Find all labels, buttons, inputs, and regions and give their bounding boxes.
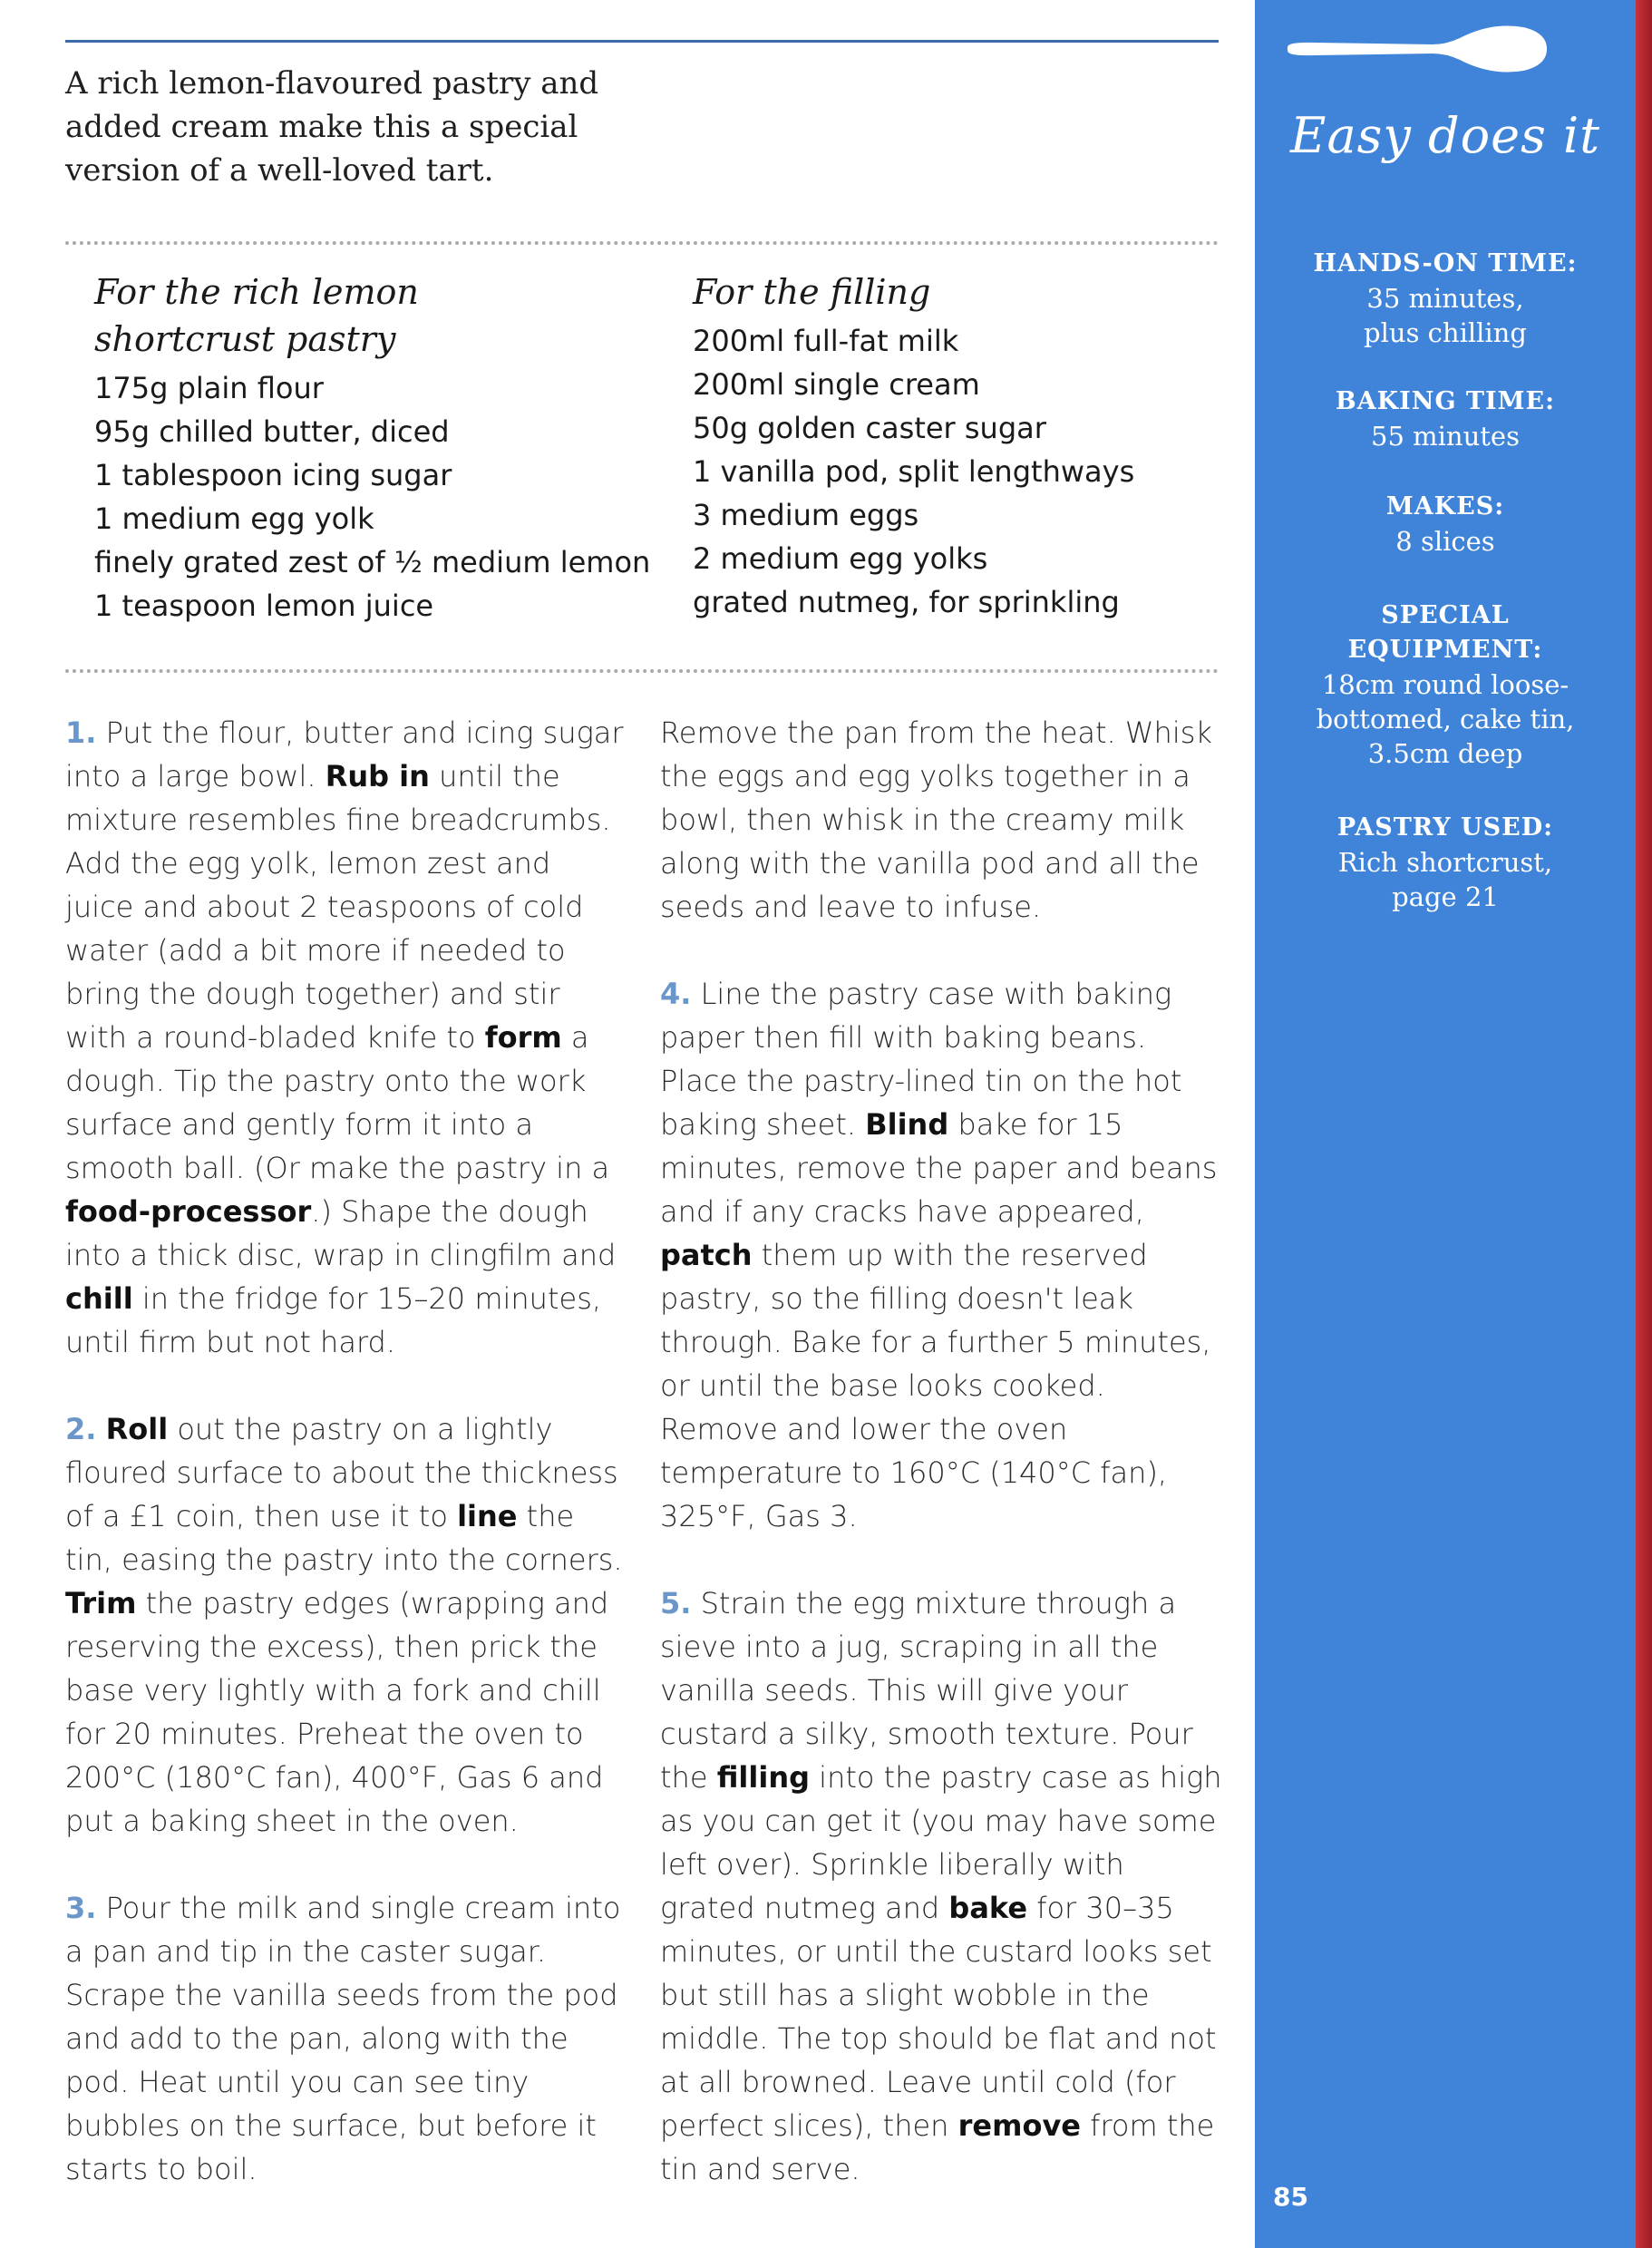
ingredient-item: 1 vanilla pod, split lengthways (693, 454, 1135, 489)
ingredient-item: 50g golden caster sugar (693, 411, 1046, 445)
step-text (96, 1412, 105, 1446)
info-value: 8 slices (1395, 526, 1495, 557)
step-keyword: Blind (865, 1107, 949, 1142)
info-label: PASTRY USED: (1336, 813, 1554, 842)
step-text: a dough. Tip the pastry onto the work surface and gently form it into a smooth ball. (Or make the pastry in a (65, 1020, 610, 1185)
method-column-right (660, 711, 1222, 2234)
filling-ingredient-list (693, 319, 1200, 624)
info-label: EQUIPMENT: (1347, 636, 1543, 664)
step-text: into the pastry case as high as you can get it (you may have some left over). Sprinkle liberally with grated nutmeg and (660, 1760, 1222, 1925)
step-number: 5. (660, 1586, 692, 1620)
pastry-heading-line1: For the rich lemon (94, 272, 419, 312)
ingredient-item: 200ml full-fat milk (693, 324, 959, 358)
step-text: from the tin and serve. (660, 2108, 1215, 2186)
hands-on-time (1273, 247, 1618, 350)
ingredient-item: 3 medium eggs (693, 498, 919, 532)
method-step-3 (65, 1886, 627, 2191)
step-text: the pastry edges (wrapping and reserving the excess), then prick the base very lightly with a fork and chill for 20 minutes. Preheat the oven to 200°C (180°C fan), 400°F, Gas 6 and put a baking sheet in the oven. (65, 1586, 609, 1838)
baking-time (1273, 384, 1618, 453)
info-value: plus chilling (1364, 317, 1527, 348)
ingredient-item: 1 tablespoon icing sugar (94, 458, 452, 492)
pastry-heading-line2: shortcrust pastry (94, 319, 396, 359)
red-page-edge (1636, 0, 1652, 2248)
info-value: page 21 (1392, 881, 1499, 912)
pastry-heading (94, 268, 656, 363)
step-text: out the pastry on a lightly floured surface to about the thickness of a £1 coin, then use it to (65, 1412, 618, 1533)
step-text: Strain the egg mixture through a sieve into a jug, scraping in all the vanilla seeds. This will give your custard a silky, smooth texture. Pour the (660, 1586, 1193, 1795)
info-value: 35 minutes, (1366, 283, 1524, 314)
method-step-1 (65, 711, 627, 1364)
page-number: 85 (1273, 2182, 1308, 2212)
step-text: in the fridge for 15–20 minutes, until firm but not hard. (65, 1281, 602, 1359)
step-keyword: bake (948, 1891, 1028, 1925)
step-keyword: patch (660, 1238, 753, 1272)
filling-heading: For the filling (693, 272, 931, 312)
step-text: Pour the milk and single cream into a pan and tip in the caster sugar. Scrape the vanilla seeds from the pod and add to the pan, along with the pod. Heat until you can see tiny bubbles on the surface, but before it starts to boil. (65, 1891, 621, 2186)
step-number: 2. (65, 1412, 97, 1446)
dotted-divider-top (65, 241, 1219, 245)
step-keyword: Roll (105, 1412, 169, 1446)
sidebar-title: Easy does it (1290, 107, 1600, 164)
ingredient-item: 95g chilled butter, diced (94, 414, 450, 449)
info-label: SPECIAL (1381, 601, 1510, 629)
ingredient-item: finely grated zest of ½ medium lemon (94, 545, 651, 579)
step-keyword: food-processor (65, 1194, 312, 1229)
step-number: 4. (660, 977, 692, 1011)
method-step-3-continued: Remove the pan from the heat. Whisk the eggs and egg yolks together in a bowl, then whisk in the creamy milk along with the vanilla pod and all the seeds and leave to infuse. (660, 715, 1212, 924)
step-number: 3. (65, 1891, 97, 1925)
dotted-divider-bottom (65, 669, 1219, 673)
ingredient-item: 200ml single cream (693, 367, 980, 402)
step-keyword: filling (716, 1760, 810, 1795)
step-keyword: form (484, 1020, 562, 1055)
ingredient-item: 175g plain flour (94, 371, 324, 405)
ingredient-item: 1 medium egg yolk (94, 501, 374, 536)
method-step-5 (660, 1581, 1222, 2191)
step-keyword: remove (957, 2108, 1081, 2143)
ingredient-item: grated nutmeg, for sprinkling (693, 585, 1120, 619)
step-number: 1. (65, 715, 97, 750)
step-keyword: line (457, 1499, 518, 1533)
pastry-ingredient-list (94, 366, 656, 628)
step-text: .) Shape the dough into a thick disc, wrap in clingfilm and (65, 1194, 617, 1272)
step-keyword: Rub in (325, 759, 430, 793)
ingredient-item: 2 medium egg yolks (693, 541, 988, 576)
info-label: BAKING TIME: (1335, 387, 1556, 415)
step-text: bake for 15 minutes, remove the paper and beans and if any cracks have appeared, (660, 1107, 1218, 1229)
special-equipment (1273, 598, 1618, 771)
step-text: the tin, easing the pastry into the corners. (65, 1499, 623, 1577)
info-value: 55 minutes (1371, 421, 1520, 452)
step-text: Line the pastry case with baking paper then fill with baking beans. Place the pastry-lined tin on the hot baking sheet. (660, 977, 1182, 1142)
step-keyword: chill (65, 1281, 133, 1316)
step-text: Put the flour, butter and icing sugar into a large bowl. (65, 715, 624, 793)
step-text: them up with the reserved pastry, so the filling doesn't leak through. Bake for a further 5 minutes, or until the base looks cooked. Remove and lower the oven temperature to 160°C (140°C fan), 325°F, Gas 3. (660, 1238, 1211, 1533)
step-keyword: Trim (65, 1586, 137, 1620)
info-value: bottomed, cake tin, (1316, 704, 1575, 735)
pastry-used (1273, 811, 1618, 914)
method-column-left (65, 711, 627, 2234)
filling-ingredients (693, 268, 1200, 624)
method-step-2 (65, 1407, 627, 1843)
info-label: MAKES: (1385, 492, 1505, 521)
info-value: Rich shortcrust, (1337, 847, 1553, 878)
info-value: 3.5cm deep (1367, 738, 1523, 769)
method-step-4 (660, 972, 1222, 1538)
makes (1273, 490, 1618, 559)
step-text: for 30–35 minutes, or until the custard looks set but still has a slight wobble in the middle. The top should be flat and not at all browned. Leave until cold (for perfect slices), then (660, 1891, 1217, 2143)
ingredient-item: 1 teaspoon lemon juice (94, 589, 434, 623)
step-text: until the mixture resembles fine breadcrumbs. Add the egg yolk, lemon zest and juice and about 2 teaspoons of cold water (add a bit more if needed to bring the dough together) and stir with a round-bladed knife to (65, 759, 611, 1055)
info-value: 18cm round loose- (1321, 669, 1569, 700)
pastry-ingredients (94, 268, 656, 628)
top-rule (65, 40, 1219, 43)
spoon-icon (1278, 18, 1550, 82)
info-label: HANDS-ON TIME: (1313, 249, 1578, 277)
intro-text: A rich lemon-flavoured pastry and added cream make this a special version of a well-loved tart. (65, 65, 599, 189)
